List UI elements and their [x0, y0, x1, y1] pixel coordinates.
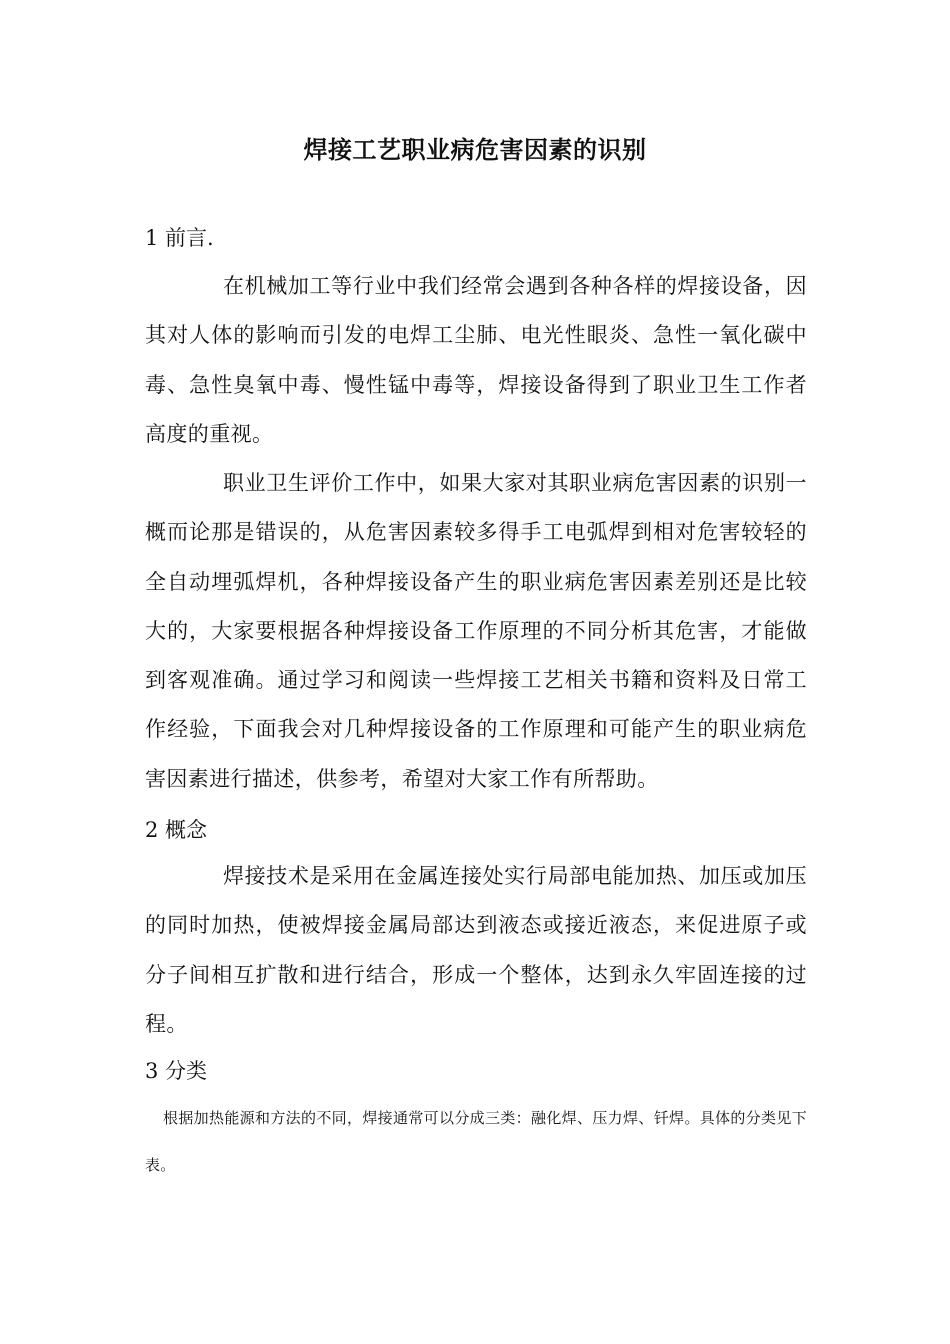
- paragraph-preface-2: 职业卫生评价工作中，如果大家对其职业病危害因素的识别一概而论那是错误的，从危害因素较多得手工电弧焊到相对危害较轻的全自动埋弧焊机，各种焊接设备产生的职业病危害因素差别还是比较大的，大家要根据各种焊接设备工作原理的不同分析其危害，才能做到客观准确。通过学习和阅读一些焊接工艺相关书籍和资料及日常工作经验，下面我会对几种焊接设备的工作原理和可能产生的职业病危害因素进行描述，供参考，希望对大家工作有所帮助。: [145, 471, 807, 791]
- paragraph-concept: 焊接技术是采用在金属连接处实行局部电能加热、加压或加压的同时加热，使被焊接金属局部达到液态或接近液态，来促进原子或分子间相互扩散和进行结合，形成一个整体，达到永久牢固连接的过程。: [145, 864, 807, 1036]
- document-title: 焊接工艺职业病危害因素的识别: [303, 135, 647, 164]
- paragraph-classification: 根据加热能源和方法的不同，焊接通常可以分成三类：融化焊、压力焊、钎焊。具体的分类见下表。: [145, 1109, 807, 1174]
- paragraph-preface-1: 在机械加工等行业中我们经常会遇到各种各样的焊接设备，因其对人体的影响而引发的电焊工尘肺、电光性眼炎、急性一氧化碳中毒、急性臭氧中毒、慢性锰中毒等，焊接设备得到了职业卫生工作者高度的重视。: [145, 274, 807, 446]
- section-heading-preface: 1 前言.: [145, 226, 214, 250]
- section-heading-classification: 3 分类: [145, 1059, 208, 1083]
- section-heading-concept: 2 概念: [145, 818, 208, 842]
